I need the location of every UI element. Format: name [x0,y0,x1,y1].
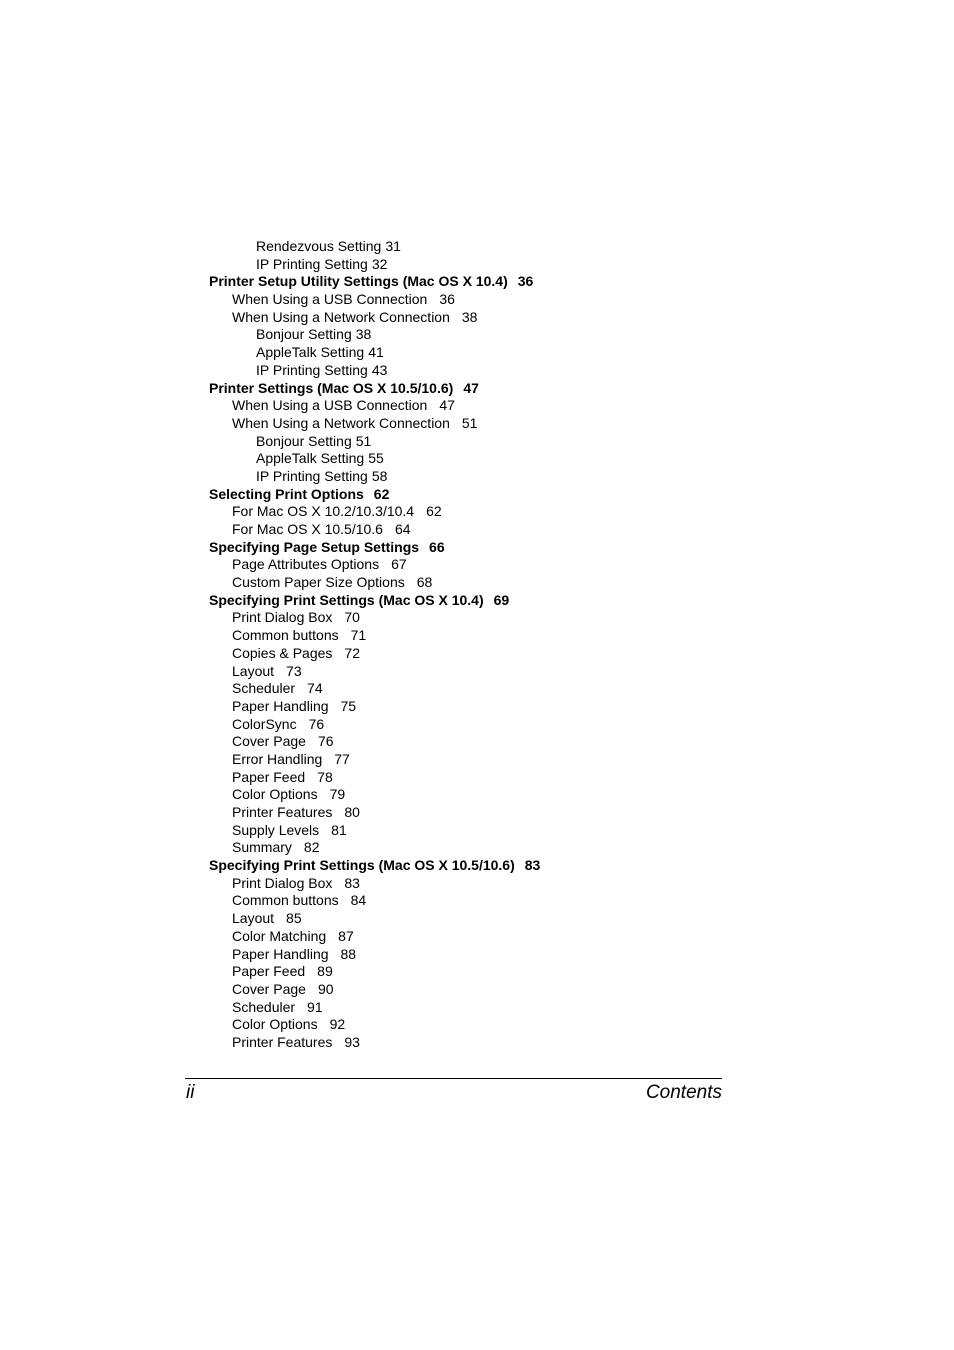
toc-entry-page-number: 75 [340,697,357,714]
toc-entry-page-number: 76 [308,715,325,732]
toc-entry-title: Specifying Print Settings (Mac OS X 10.4) [209,591,484,608]
toc-entry[interactable] [209,539,729,557]
toc-entry-title: Scheduler [232,998,296,1015]
toc-entry[interactable] [209,698,729,716]
toc-entry[interactable] [209,433,729,451]
toc-entry[interactable] [209,521,729,539]
toc-entry-page-number: 62 [426,503,442,520]
toc-entry-page-number: 88 [340,945,357,962]
toc-entry[interactable] [209,804,729,822]
toc-entry-title: Bonjour Setting [256,326,352,343]
toc-entry[interactable] [209,946,729,964]
toc-entry-page-number: 67 [391,556,407,573]
toc-entry-title: When Using a USB Connection [232,397,428,414]
toc-entry-title: Specifying Page Setup Settings [209,538,420,555]
toc-entry[interactable] [209,450,729,468]
toc-entry[interactable] [209,910,729,928]
toc-entry[interactable] [209,1016,729,1034]
toc-entry-title: Rendezvous Setting [256,238,382,254]
toc-entry-title: Selecting Print Options [209,485,364,502]
toc-entry-title: Printer Features [232,1033,333,1050]
toc-entry-title: When Using a Network Connection [232,308,450,325]
toc-entry[interactable] [209,963,729,981]
toc-entry[interactable] [209,273,729,291]
toc-entry-title: Cover Page [232,733,306,750]
toc-entry-title: Paper Handling [232,697,329,714]
toc-entry-page-number: 91 [307,998,323,1015]
toc-entry[interactable] [209,645,729,663]
toc-entry-page-number: 31 [385,238,401,254]
toc-entry-title: Scheduler [232,680,296,697]
toc-entry[interactable] [209,344,729,362]
toc-entry[interactable] [209,415,729,433]
toc-entry-title: Specifying Print Settings (Mac OS X 10.5/10.6) [209,857,515,874]
toc-entry-page-number: 64 [394,521,411,537]
toc-entry-page-number: 71 [350,627,367,644]
toc-entry-title: AppleTalk Setting [256,450,365,467]
toc-entry-page-number: 89 [317,963,333,980]
toc-entry-title: Common buttons [232,627,339,644]
toc-entry-title: Common buttons [232,892,339,909]
toc-entry-page-number: 77 [334,750,350,767]
toc-entry[interactable] [209,680,729,698]
toc-entry[interactable] [209,397,729,415]
toc-entry-page-number: 92 [329,1016,346,1033]
toc-entry-page-number: 51 [355,432,372,449]
toc-entry-page-number: 51 [461,414,478,431]
toc-entry-page-number: 83 [524,857,541,874]
toc-entry[interactable] [209,468,729,486]
toc-entry-page-number: 70 [344,609,360,626]
toc-entry[interactable] [209,663,729,681]
toc-entry[interactable] [209,291,729,309]
toc-entry-title: Printer Features [232,804,333,820]
toc-entry-page-number: 82 [303,839,320,856]
toc-entry[interactable] [209,362,729,380]
toc-entry-title: Paper Feed [232,768,306,785]
toc-entry[interactable] [209,503,729,521]
toc-entry-page-number: 68 [416,574,433,591]
toc-entry-page-number: 41 [368,344,384,361]
toc-entry-page-number: 85 [286,910,302,927]
toc-entry[interactable] [209,380,729,398]
toc-entry-page-number: 90 [317,980,334,997]
toc-entry-title: IP Printing Setting [256,467,368,484]
toc-entry-page-number: 47 [463,379,479,396]
toc-entry[interactable] [209,822,729,840]
toc-entry-page-number: 87 [338,927,354,944]
toc-entry-title: Page Attributes Options [232,556,380,573]
toc-entry[interactable] [209,716,729,734]
toc-entry-title: ColorSync [232,715,297,732]
toc-entry-title: Cover Page [232,980,306,997]
footer-divider [185,1078,722,1079]
toc-entry[interactable] [209,574,729,592]
toc-entry-page-number: 58 [371,467,388,484]
toc-entry-title: Paper Handling [232,945,329,962]
toc-entry-title: Color Matching [232,927,327,944]
toc-entry-page-number: 81 [331,821,347,838]
toc-entry-title: IP Printing Setting [256,361,368,378]
toc-entry-page-number: 72 [344,644,360,661]
toc-entry-page-number: 83 [344,874,360,891]
toc-entry-page-number: 55 [368,450,384,467]
footer-section-title: Contents [645,1082,722,1103]
toc-entry-title: Custom Paper Size Options [232,574,405,591]
toc-entry-title: Error Handling [232,750,323,767]
toc-entry-title: Color Options [232,1016,318,1033]
toc-entry-title: Summary [232,839,292,856]
toc-entry-title: Layout [232,910,275,927]
toc-entry-title: When Using a USB Connection [232,291,428,308]
toc-entry-title: Copies & Pages [232,644,333,661]
toc-entry[interactable] [209,326,729,344]
toc-entry-title: Printer Setup Utility Settings (Mac OS X 10.4) [209,273,508,290]
toc-entry-title: For Mac OS X 10.5/10.6 [232,521,383,537]
toc-entry[interactable] [209,999,729,1017]
toc-entry-title: Bonjour Setting [256,432,352,449]
toc-entry-page-number: 76 [317,733,334,750]
toc-entry-page-number: 66 [429,538,445,555]
toc-entry[interactable] [209,857,729,875]
toc-entry[interactable] [209,839,729,857]
toc-entry[interactable] [209,751,729,769]
toc-entry[interactable] [209,627,729,645]
toc-entry[interactable] [209,981,729,999]
toc-entry-page-number: 73 [286,662,302,679]
toc-entry-title: AppleTalk Setting [256,344,365,361]
toc-entry-title: Color Options [232,786,318,803]
toc-entry[interactable] [209,1034,729,1052]
toc-entry-page-number: 69 [493,591,510,608]
toc-entry[interactable] [209,769,729,787]
toc-entry-page-number: 38 [355,326,372,343]
toc-entry-page-number: 79 [329,786,346,803]
toc-entry[interactable] [209,786,729,804]
toc-entry[interactable] [209,238,729,256]
toc-entry-page-number: 36 [439,291,455,308]
toc-entry[interactable] [209,892,729,910]
toc-entry-page-number: 62 [373,485,390,502]
toc-entry-page-number: 93 [344,1033,360,1050]
footer-page-number: ii [186,1082,195,1103]
toc-entry[interactable] [209,875,729,893]
toc-entry-page-number: 80 [344,804,360,820]
toc-entry-page-number: 43 [371,361,388,378]
toc-entry-page-number: 78 [317,768,333,785]
toc-entry[interactable] [209,486,729,504]
toc-entry-page-number: 36 [517,273,534,290]
toc-entry-title: Paper Feed [232,963,306,980]
toc-entry-page-number: 47 [439,397,455,414]
toc-entry-title: IP Printing Setting [256,255,368,272]
table-of-contents [209,238,729,1052]
toc-entry[interactable] [209,592,729,610]
toc-entry-page-number: 38 [461,308,478,325]
toc-entry-page-number: 32 [371,255,388,272]
toc-entry[interactable] [209,609,729,627]
toc-entry[interactable] [209,256,729,274]
toc-entry-title: For Mac OS X 10.2/10.3/10.4 [232,503,415,520]
toc-entry[interactable] [209,556,729,574]
toc-entry-title: Print Dialog Box [232,609,333,626]
toc-entry-title: Layout [232,662,275,679]
toc-entry-page-number: 74 [307,680,323,697]
toc-entry[interactable] [209,309,729,327]
toc-entry-title: Printer Settings (Mac OS X 10.5/10.6) [209,379,454,396]
toc-entry-page-number: 84 [350,892,367,909]
toc-entry-title: Print Dialog Box [232,874,333,891]
toc-entry[interactable] [209,733,729,751]
toc-entry-title: When Using a Network Connection [232,414,450,431]
toc-entry[interactable] [209,928,729,946]
toc-entry-title: Supply Levels [232,821,320,838]
